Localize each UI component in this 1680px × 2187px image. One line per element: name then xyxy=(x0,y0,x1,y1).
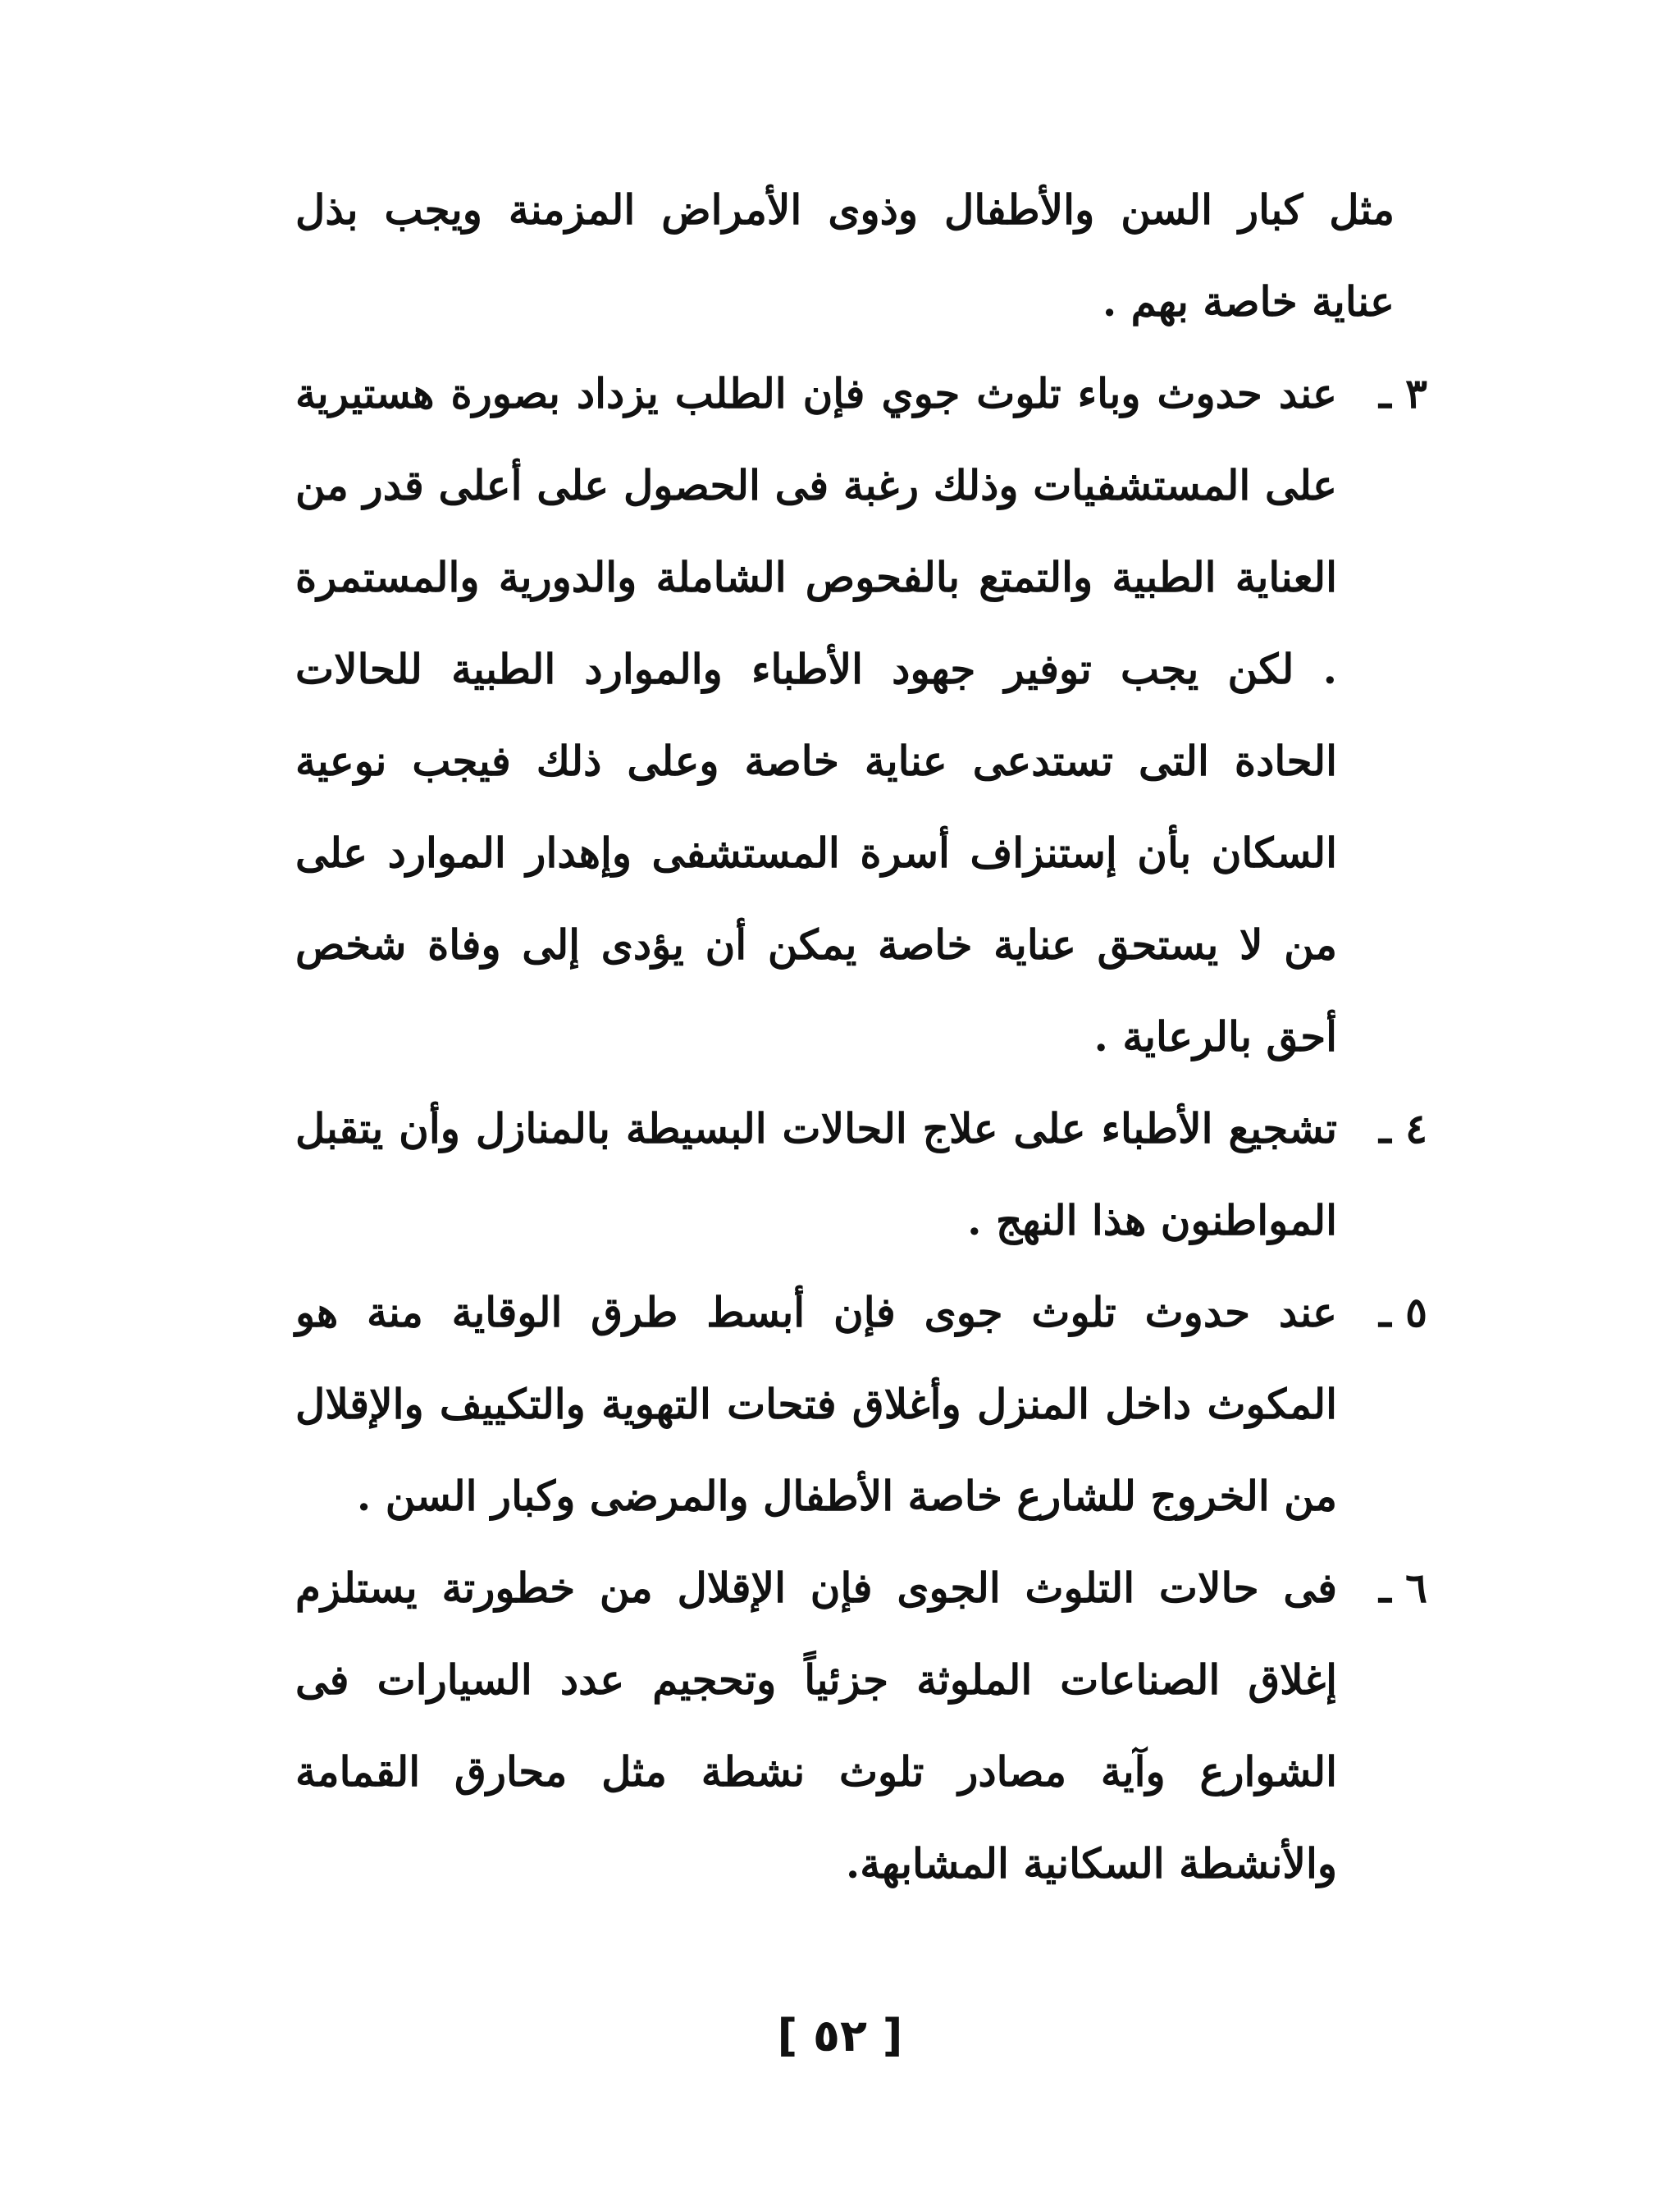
list-item-number: ٣ ـ xyxy=(1379,369,1427,418)
list-item-4 xyxy=(295,1083,1427,1267)
list-item-text: فى حالات التلوث الجوى فإن الإقلال من خطورتة يستلزم إغلاق الصناعات الملوثة جزئياً وتحجيم عدد السيارات فى الشوارع وآية مصادر تلوث نشطة مثل محارق القمامة والأنشطة السكانية المشابهة. xyxy=(295,1564,1337,1888)
list-item-text: تشجيع الأطباء على علاج الحالات البسيطة بالمنازل وأن يتقبل المواطنون هذا النهج . xyxy=(295,1104,1337,1244)
intro-paragraph xyxy=(295,164,1427,348)
page-number: [ ٥٢ ] xyxy=(777,2010,903,2061)
body-text xyxy=(295,164,1427,1910)
list-item-text: عند حدوث تلوث جوى فإن أبسط طرق الوقاية منة هو المكوث داخل المنزل وأغلاق فتحات التهوية والتكييف والإقلال من الخروج للشارع خاصة الأطفال والمرضى وكبار السن . xyxy=(295,1288,1337,1520)
list-item-text: عند حدوث وباء تلوث جوي فإن الطلب يزداد بصورة هستيرية على المستشفيات وذلك رغبة فى الحصول على أعلى قدر من العناية الطبية والتمتع بالفحوص الشاملة والدورية والمستمرة . لكن يجب توفير جهود الأطباء والموارد الطبية للحالات الحادة التى تستدعى عناية خاصة وعلى ذلك فيجب نوعية السكان بأن إستنزاف أسرة المستشفى وإهدار الموارد على من لا يستحق عناية خاصة يمكن أن يؤدى إلى وفاة شخص أحق بالرعاية . xyxy=(295,369,1337,1061)
list-item-number: ٤ ـ xyxy=(1379,1104,1427,1153)
list-item-5 xyxy=(295,1267,1427,1542)
list-item-6 xyxy=(295,1542,1427,1910)
list-item-number: ٦ ـ xyxy=(1379,1564,1427,1612)
list-item-number: ٥ ـ xyxy=(1379,1288,1427,1336)
intro-paragraph-text: مثل كبار السن والأطفال وذوى الأمراض المزمنة ويجب بذل عناية خاصة بهم . xyxy=(295,185,1395,326)
list-item-3 xyxy=(295,348,1427,1083)
